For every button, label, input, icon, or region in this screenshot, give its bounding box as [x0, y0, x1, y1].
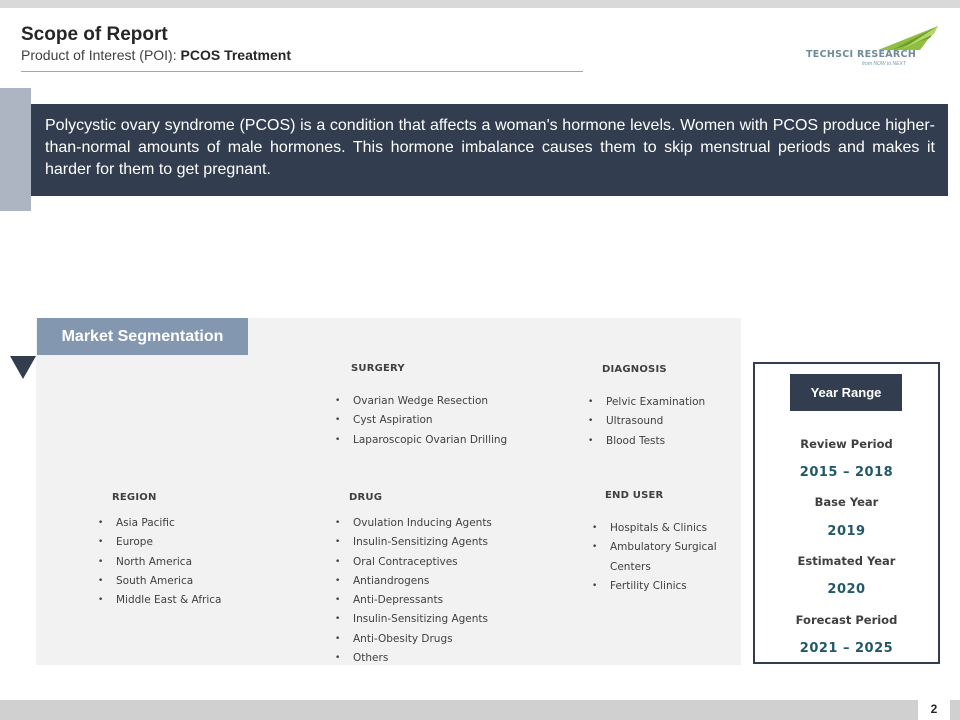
list-item: • Others [335, 649, 492, 668]
diagnosis-list [588, 393, 705, 451]
review-period-label: Review Period [800, 437, 893, 451]
list-item: • Insulin-Sensitizing Agents [335, 533, 492, 552]
list-item: • Asia Pacific [98, 514, 222, 533]
review-period-value: 2015 – 2018 [799, 465, 894, 480]
forecast-period-label: Forecast Period [795, 613, 898, 627]
list-item: • Ovulation Inducing Agents [335, 514, 492, 533]
list-item: • Ambulatory Surgical Centers [592, 538, 734, 577]
drug-list [335, 514, 492, 668]
region-title: REGION [112, 492, 157, 503]
list-item: • Oral Contraceptives [335, 553, 492, 572]
list-item: • Anti-Obesity Drugs [335, 630, 492, 649]
drug-title: DRUG [349, 492, 383, 503]
base-year-label: Base Year [814, 495, 879, 509]
list-item: • Ultrasound [588, 412, 705, 431]
base-year-value: 2019 [827, 524, 866, 539]
subtitle-value: PCOS Treatment [180, 47, 291, 63]
bottom-band [0, 700, 960, 720]
company-logo [806, 24, 938, 68]
list-item: • Hospitals & Clinics [592, 519, 734, 538]
segmentation-header: Market Segmentation [37, 318, 248, 355]
list-item: • Blood Tests [588, 432, 705, 451]
estimated-year-label: Estimated Year [797, 554, 896, 568]
list-item: • Antiandrogens [335, 572, 492, 591]
list-item: • Europe [98, 533, 222, 552]
page-title: Scope of Report [21, 24, 168, 45]
list-item: • Insulin-Sensitizing Agents [335, 610, 492, 629]
title-divider [21, 71, 583, 72]
surgery-title: SURGERY [351, 363, 405, 374]
list-item: • Middle East & Africa [98, 591, 222, 610]
list-item: • South America [98, 572, 222, 591]
list-item: • Fertility Clinics [592, 577, 734, 596]
logo-wordmark: TECHSCI RESEARCH [806, 49, 917, 60]
segmentation-arrow-icon [10, 356, 36, 379]
list-item: • Pelvic Examination [588, 393, 705, 412]
surgery-list [335, 392, 507, 450]
list-item: • Anti-Depressants [335, 591, 492, 610]
subtitle-prefix: Product of Interest (POI): [21, 47, 181, 63]
end-user-list [592, 519, 734, 596]
estimated-year-value: 2020 [827, 582, 866, 597]
page-subtitle [21, 47, 291, 63]
list-item: • Laparoscopic Ovarian Drilling [335, 431, 507, 450]
end-user-title: END USER [605, 490, 664, 501]
list-item: • North America [98, 553, 222, 572]
list-item: • Cyst Aspiration [335, 411, 507, 430]
diagnosis-title: DIAGNOSIS [602, 364, 667, 375]
description-box: Polycystic ovary syndrome (PCOS) is a condition that affects a woman's hormone levels. Women with PCOS produce higher-than-normal amounts of male hormones. This hormone imbalance causes them to skip menstrual periods and makes it harder for them to get pregnant. [31, 104, 948, 196]
list-item: • Ovarian Wedge Resection [335, 392, 507, 411]
region-list [98, 514, 222, 610]
description-accent-bar [0, 88, 31, 211]
logo-tagline: from NOW to NEXT [862, 61, 906, 67]
year-range-header: Year Range [790, 374, 902, 411]
top-band [0, 0, 960, 8]
page-number: 2 [918, 698, 950, 720]
forecast-period-value: 2021 – 2025 [799, 641, 894, 656]
